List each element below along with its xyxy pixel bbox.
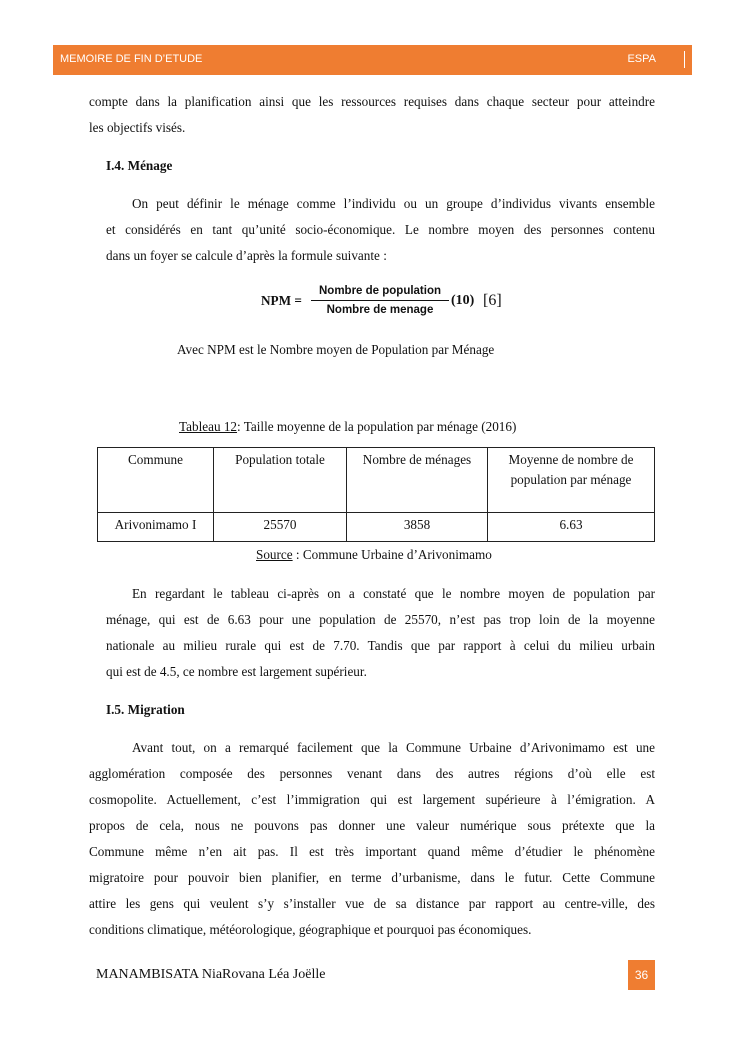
npm-formula — [261, 285, 521, 321]
table-caption-text: : Taille moyenne de la population par ménage (2016) — [237, 419, 517, 434]
analysis-line-2: ménage, qui est de 6.63 pour une population de 25570, n’est pas trop loin de la moyenne — [106, 612, 655, 627]
menage-line-3: dans un foyer se calcule d’après la formule suivante : — [106, 248, 387, 263]
header-separator — [684, 51, 685, 68]
menage-line-1: On peut définir le ménage comme l’individu ou un groupe d’individus vivants ensemble — [132, 196, 655, 211]
formula-note: Avec NPM est le Nombre moyen de Population par Ménage — [177, 342, 495, 357]
table-caption — [179, 419, 516, 435]
cell-commune: Arivonimamo I — [98, 513, 214, 542]
analysis-line-3: nationale au milieu rurale qui est de 7.70. Tandis que par rapport à celui du milieu urbain — [106, 638, 655, 653]
table-source — [256, 547, 492, 563]
migration-line-6: migratoire pour pouvoir bien planifier, en terme d’urbanisme, dans le futur. Cette Commune — [89, 870, 655, 885]
header-population: Population totale — [214, 448, 347, 513]
formula-equation-number: (10) — [451, 293, 475, 308]
formula-reference: [6] — [483, 292, 502, 309]
migration-line-7: attire les gens qui veulent s’y s’installer vue de sa distance par rapport au centre-ville, des — [89, 896, 655, 911]
page-number: 36 — [628, 960, 655, 990]
section-heading-migration: I.5. Migration — [106, 702, 185, 717]
table-row — [98, 513, 655, 542]
header-title: MEMOIRE DE FIN D’ETUDE — [60, 53, 203, 65]
migration-line-8: conditions climatique, météorologique, géographique et pourquoi pas économiques. — [89, 922, 532, 937]
menage-line-2: et considérés en tant qu’unité socio-économique. Le nombre moyen des personnes contenu — [106, 222, 655, 237]
formula-fraction — [311, 285, 449, 316]
table-header-row — [98, 448, 655, 513]
footer-author: MANAMBISATA NiaRovana Léa Joëlle — [96, 967, 326, 982]
section-heading-menage: I.4. Ménage — [106, 158, 173, 173]
migration-line-3: cosmopolite. Actuellement, c’est l’immigration qui est largement supérieure à l’émigration. A — [89, 792, 655, 807]
analysis-line-1: En regardant le tableau ci-après on a constaté que le nombre moyen de population par — [132, 586, 655, 601]
formula-denominator: Nombre de menage — [326, 304, 434, 316]
migration-line-4: propos de cela, nous ne pouvons pas donner une valeur numérique sous prétexte que la — [89, 818, 655, 833]
source-text: : Commune Urbaine d’Arivonimamo — [292, 547, 492, 562]
analysis-line-4: qui est de 4.5, ce nombre est largement supérieur. — [106, 664, 367, 679]
header-school: ESPA — [627, 53, 656, 65]
formula-lhs: NPM = — [261, 293, 302, 308]
population-table — [97, 447, 655, 542]
intro-line-1: compte dans la planification ainsi que les ressources requises dans chaque secteur pour atteindre — [89, 94, 655, 109]
cell-moyenne: 6.63 — [488, 513, 655, 542]
migration-line-2: agglomération composée des personnes venant dans des autres régions d’où elle est — [89, 766, 655, 781]
intro-line-2: les objectifs visés. — [89, 120, 186, 135]
header-menages: Nombre de ménages — [347, 448, 488, 513]
table-caption-label: Tableau 12 — [179, 419, 238, 434]
cell-population: 25570 — [214, 513, 347, 542]
formula-numerator: Nombre de population — [311, 285, 449, 301]
header-moyenne: Moyenne de nombre de population par ménage — [488, 448, 655, 513]
migration-line-1: Avant tout, on a remarqué facilement que la Commune Urbaine d’Arivonimamo est une — [132, 740, 655, 755]
cell-menages: 3858 — [347, 513, 488, 542]
source-label: Source — [256, 547, 293, 562]
header-commune: Commune — [98, 448, 214, 513]
migration-line-5: Commune même n’en ait pas. Il est très important quand même d’étudier le phénomène — [89, 844, 655, 859]
page-header — [53, 45, 692, 75]
